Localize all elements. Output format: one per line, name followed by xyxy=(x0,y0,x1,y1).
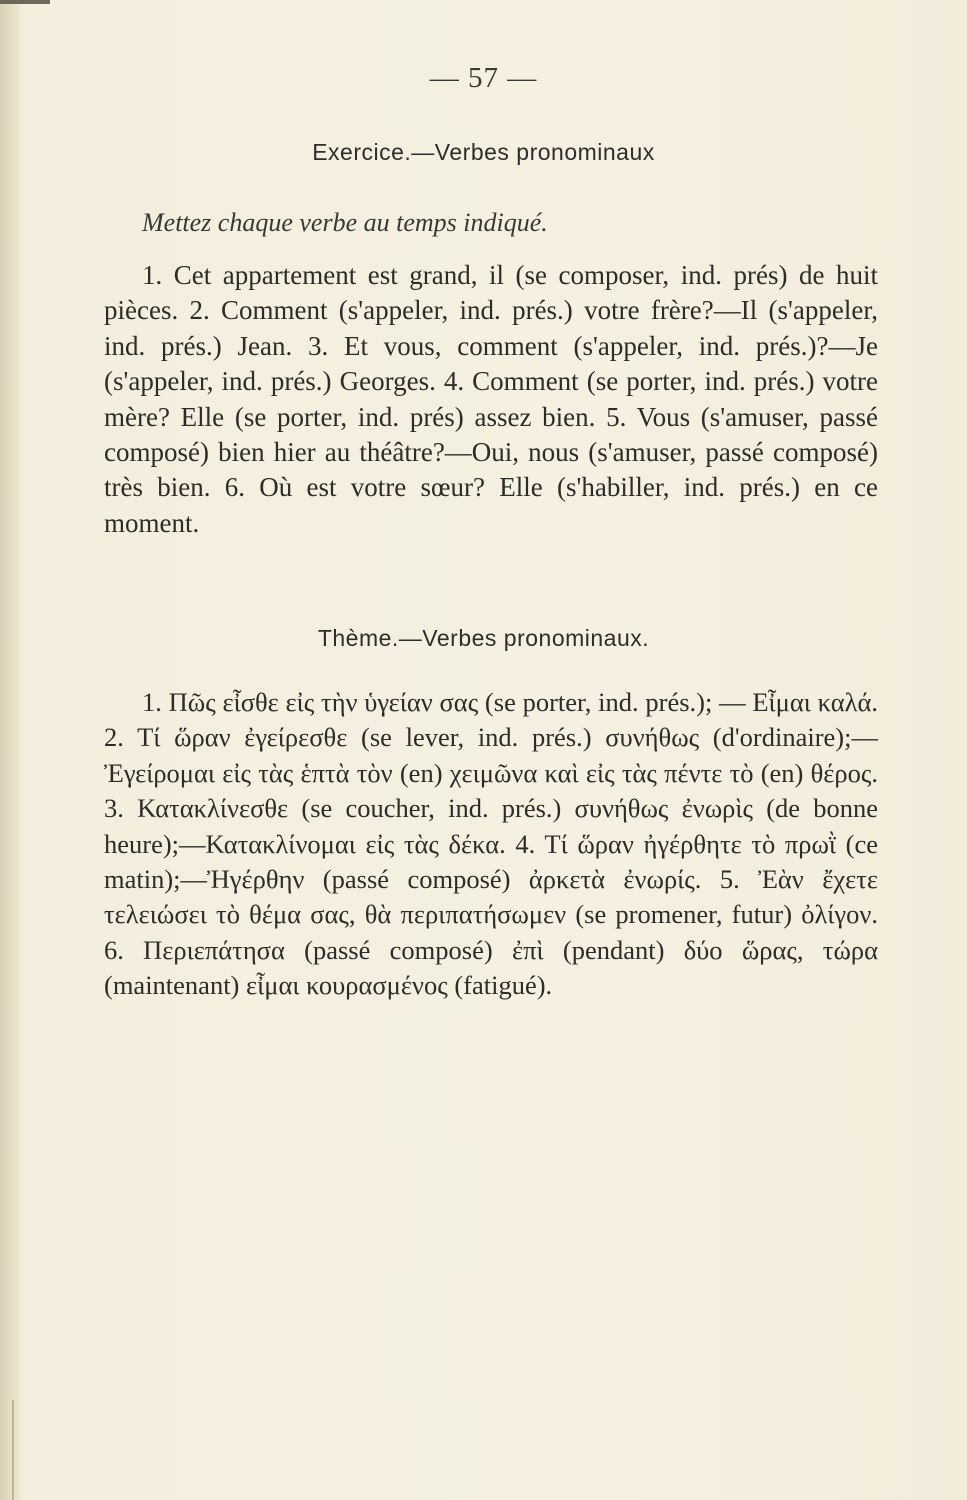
exercise-paragraph: 1. Cet appartement est grand, il (se composer, ind. prés) de huit pièces. 2. Comment (s'appeler, ind. prés.) votre frère?—Il (s'appeler, ind. prés.) Jean. 3. Et vous, comment (s'appeler, ind. prés.)?—Je (s'appeler, ind. prés.) Georges. 4. Comment (se porter, ind. prés.) votre mère? Elle (se porter, ind. prés) assez bien. 5. Vous (s'amuser, passé composé) bien hier au théâtre?—Oui, nous (s'amuser, passé composé) très bien. 6. Où est votre sœur? Elle (s'habiller, ind. prés.) en ce moment. xyxy=(104,260,878,538)
theme-text xyxy=(104,685,878,1004)
top-edge-mark xyxy=(0,0,50,4)
page-number: — 57 — xyxy=(429,62,538,94)
binding-edge xyxy=(0,0,20,1500)
theme-title: Thème.—Verbes pronominaux. xyxy=(317,625,650,651)
theme-paragraph: 1. Πῶς εἶσθε εἰς τὴν ὑγείαν σας (se porter, ind. prés.); — Εἶμαι καλά. 2. Τί ὥραν ἐγείρεσθε (se lever, ind. prés.) συνήθως (d'ordinaire);—Ἐγείρομαι εἰς τὰς ἑπτὰ τὸν (en) χειμῶνα καὶ εἰς τὰς πέντε τὸ (en) θέρος. 3. Κατακλίνεσθε (se coucher, ind. prés.) συνήθως ἐνωρὶς (de bonne heure);—Κατακλίνομαι εἰς τὰς δέκα. 4. Τί ὥραν ἠγέρθητε τὸ πρωῒ (ce matin);—Ἠγέρθην (passé composé) ἀρκετὰ ἐνωρίς. 5. Ἐὰν ἔχετε τελειώσει τὸ θέμα σας, θὰ περιπατήσωμεν (se promener, futur) ὀλίγον. 6. Περιεπάτησα (passé composé) ἐπὶ (pendant) δύο ὥρας, τώρα (maintenant) εἶμαι κουρασμένος (fatigué). xyxy=(104,687,878,1001)
exercise-text xyxy=(104,258,878,541)
exercise-instruction: Mettez chaque verbe au temps indiqué. xyxy=(142,208,548,237)
binding-line xyxy=(12,1400,14,1500)
exercise-title: Exercice.—Verbes pronominaux xyxy=(312,139,655,165)
